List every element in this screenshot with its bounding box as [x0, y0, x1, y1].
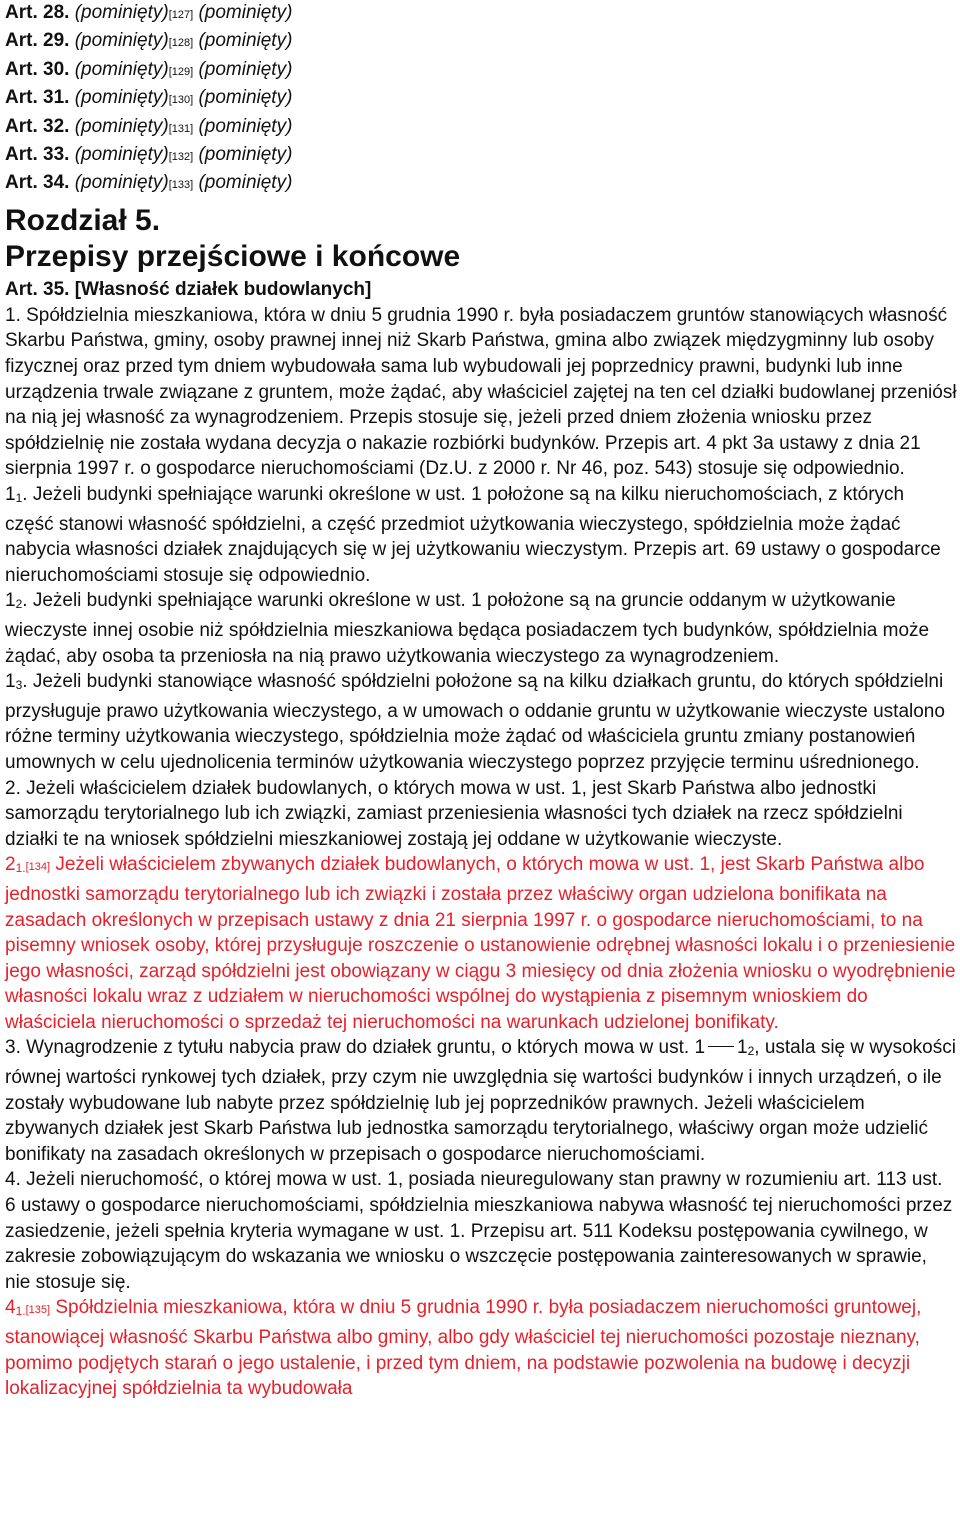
- paragraph-2-1-sub: 1.: [15, 861, 26, 876]
- paragraph-3: [5, 1035, 957, 1167]
- footnote-ref[interactable]: [127]: [168, 9, 194, 21]
- paragraph-4-1: [5, 1295, 957, 1401]
- repealed-article: [5, 114, 957, 142]
- repealed-article: [5, 57, 957, 85]
- paragraph-1-2-text: . Jeżeli budynki spełniające warunki określone w ust. 1 położone są na gruncie oddanym w użytkowanie wieczyste innej osobie niż spółdzielnia mieszkaniowa będąca posiadaczem tych budynków, spółdzielnia może żądać, aby osoba ta przeniosła na nią prawo użytkowania wieczystego za wynagrodzeniem.: [5, 590, 930, 667]
- paragraph-1-2: [5, 588, 957, 669]
- paragraph-2-1-text: Jeżeli właścicielem zbywanych działek budowlanych, o których mowa w ust. 1, jest Skarb Państwa albo jednostki samorządu terytorialnego lub ich związki i została przez właściwy organ udzielona bonifikata na zasadach określonych w przepisach ustawy z dnia 21 sierpnia 1997 r. o gospodarce nieruchomościami, to na pisemny wniosek osoby, której przysługuje roszczenie o ustanowienie odrębnej własności lokalu i o przeniesienie jego własności, zarząd spółdzielni jest obowiązany w ciągu 3 miesięcy od dnia złożenia wniosku o wyodrębnienie własności lokalu wraz z udziałem w nieruchomości wspólnej do wystąpienia z pisemnym wnioskiem do właściciela nieruchomości o sprzedaż tej nieruchomości na warunkach udzielonej bonifikaty.: [5, 854, 956, 1033]
- omitted-label: (pominięty): [74, 144, 169, 166]
- article-number: Art. 28.: [5, 2, 70, 23]
- document-page: [5, 0, 957, 1402]
- chapter-number: Rozdział 5.: [5, 203, 161, 237]
- paragraph-1-1-text: . Jeżeli budynki spełniające warunki określone w ust. 1 położone są na kilku nieruchomościach, z których część stanowi własność spółdzielni, a część przedmiot użytkowania wieczystego, spółdzielnia może żądać nabycia własności działek znajdujących się w jej użytkowaniu wieczystym. Przepis art. 69 ustawy o gospodarce nieruchomościami stosuje się odpowiednio.: [5, 484, 941, 586]
- omitted-label: (pominięty): [74, 115, 169, 137]
- repealed-article: [5, 142, 957, 170]
- footnote-ref[interactable]: [133]: [168, 179, 194, 192]
- paragraph-3-ref-sub: 2: [747, 1044, 755, 1059]
- paragraph-1-3-text: . Jeżeli budynki stanowiące własność spółdzielni położone są na kilku działkach gruntu, do których spółdzielni przysługuje prawo użytkowania wieczystego, a w umowach o oddanie gruntu w użytkowanie wieczyste ustalono różne terminy użytkowania wieczystego, spółdzielnia może żądać od właściciela gruntu zmiany postanowień umownych w celu ujednolicenia terminów użytkowania wieczystego poprzez przyjęcie terminu uśrednionego.: [5, 671, 945, 773]
- dash-separator: [708, 1046, 734, 1047]
- footnote-ref[interactable]: [131]: [168, 122, 194, 135]
- omitted-italic-label: (pominięty): [198, 2, 293, 23]
- paragraph-2-1: [5, 852, 957, 1035]
- paragraph-2: 2. Jeżeli właścicielem działek budowlanych, o których mowa w ust. 1, jest Skarb Państwa albo jednostki samorządu terytorialnego lub ich związki, zamiast przeniesienia własności tych działek na rzecz spółdzielni działki te na wniosek spółdzielni mieszkaniowej zostają jej oddane w użytkowanie wieczyste.: [5, 777, 903, 850]
- paragraph-3-text-a: 3. Wynagrodzenie z tytułu nabycia praw do działek gruntu, o których mowa w ust. 1: [5, 1037, 706, 1059]
- paragraph-1-2-sub: 2: [15, 597, 23, 612]
- paragraph-4-1-sub: 1.: [15, 1304, 26, 1319]
- repealed-article: [5, 0, 957, 28]
- omitted-label: (pominięty): [74, 2, 169, 23]
- article-number: Art. 30.: [5, 58, 70, 80]
- chapter-title: Przepisy przejściowe i końcowe: [5, 239, 461, 273]
- footnote-ref-135[interactable]: [135]: [25, 1304, 51, 1317]
- paragraph-1-1-sub: 1: [15, 491, 23, 505]
- omitted-label: (pominięty): [74, 87, 169, 109]
- footnote-ref[interactable]: [129]: [168, 65, 194, 78]
- paragraph-1-3-sub: 3: [15, 678, 23, 693]
- paragraph-4-1-number: 4: [5, 1297, 16, 1319]
- article-number: Art. 34.: [5, 172, 70, 194]
- footnote-ref-134[interactable]: [134]: [25, 861, 51, 874]
- omitted-label: (pominięty): [74, 172, 169, 194]
- omitted-label: (pominięty): [74, 58, 169, 80]
- omitted-italic-label: (pominięty): [198, 58, 293, 80]
- omitted-italic-label: (pominięty): [198, 115, 293, 137]
- footnote-ref[interactable]: [128]: [168, 37, 194, 50]
- paragraph-4: 4. Jeżeli nieruchomość, o której mowa w ust. 1, posiada nieuregulowany stan prawny w rozumieniu art. 113 ust. 6 ustawy o gospodarce nieruchomościami, spółdzielnia mieszkaniowa nabywa własność tej nieruchomości przez zasiedzenie, jeżeli spełnia kryteria wymagane w ust. 1. Przepisu art. 511 Kodeksu postępowania cywilnego, w zakresie zobowiązującym do wskazania we wniosku o wszczęcie postępowania zainteresowanych w sprawie, nie stosuje się.: [5, 1169, 953, 1293]
- paragraph-1-3: [5, 669, 957, 775]
- footnote-ref[interactable]: [130]: [168, 94, 194, 107]
- omitted-italic-label: (pominięty): [198, 172, 293, 194]
- omitted-italic-label: (pominięty): [198, 144, 293, 166]
- paragraph-1: 1. Spółdzielnia mieszkaniowa, która w dniu 5 grudnia 1990 r. była posiadaczem gruntów stanowiących własność Skarbu Państwa, gminy, osoby prawnej innej niż Skarb Państwa, gmina albo związek międzygminny lub osoby fizycznej oraz przed tym dniem wybudowała sama lub wybudowali jej poprzednicy prawni, budynki lub inne urządzenia trwale związane z gruntem, może żądać, aby właściciel zajętej na ten cel działki budowlanej przeniósł na nią jej własność za wynagrodzeniem. Przepis stosuje się, jeżeli przed dniem złożenia wniosku przez spółdzielnię nie została wydana decyzja o nakazie rozbiórki budynków. Przepis art. 4 pkt 3a ustawy z dnia 21 sierpnia 1997 r. o gospodarce nieruchomościami (Dz.U. z 2000 r. Nr 46, poz. 543) stosuje się odpowiednio.: [5, 304, 957, 480]
- article-number: Art. 33.: [5, 144, 70, 166]
- paragraph-4-1-text: Spółdzielnia mieszkaniowa, która w dniu 5 grudnia 1990 r. była posiadaczem nieruchomości gruntowej, stanowiącej własność Skarbu Państwa albo gminy, albo gdy właściciel tej nieruchomości pozostaje nieznany, pomimo podjętych starań o jego ustalenie, i przed tym dniem, na podstawie pozwolenia na budowę i decyzji lokalizacyjnej spółdzielnia ta wybudowała: [5, 1297, 922, 1400]
- repealed-article: [5, 85, 957, 113]
- footnote-ref[interactable]: [132]: [168, 151, 194, 164]
- article-number: Art. 31.: [5, 87, 70, 109]
- paragraph-3-ref: 1: [737, 1037, 748, 1059]
- omitted-italic-label: (pominięty): [198, 87, 293, 109]
- article-number: Art. 32.: [5, 115, 70, 137]
- repealed-articles-list: [5, 0, 957, 199]
- paragraph-1-2-number: 1: [5, 590, 16, 612]
- omitted-label: (pominięty): [74, 30, 169, 52]
- paragraph-1-1: [5, 482, 957, 588]
- paragraph-1-1-number: 1: [5, 484, 16, 505]
- paragraph-3-text-c: , ustala się w wysokości równej wartości rynkowej tych działek, przy czym nie uwzględnia się wartości budynków i innych urządzeń, o ile zostały wybudowane lub nabyte przez spółdzielnię lub jej poprzedników prawnych. Jeżeli właścicielem zbywanych działek jest Skarb Państwa lub jednostka samorządu terytorialnego, właściwy organ może udzielić bonifikaty na zasadach określonych w przepisach o gospodarce nieruchomościami.: [5, 1037, 956, 1165]
- paragraph-2-1-number: 2: [5, 854, 16, 876]
- omitted-italic-label: (pominięty): [198, 30, 293, 52]
- paragraph-1-3-number: 1: [5, 671, 16, 693]
- article-35-heading: Art. 35. [Własność działek budowlanych]: [5, 278, 372, 300]
- article-number: Art. 29.: [5, 30, 70, 52]
- repealed-article: [5, 170, 957, 198]
- repealed-article: [5, 28, 957, 56]
